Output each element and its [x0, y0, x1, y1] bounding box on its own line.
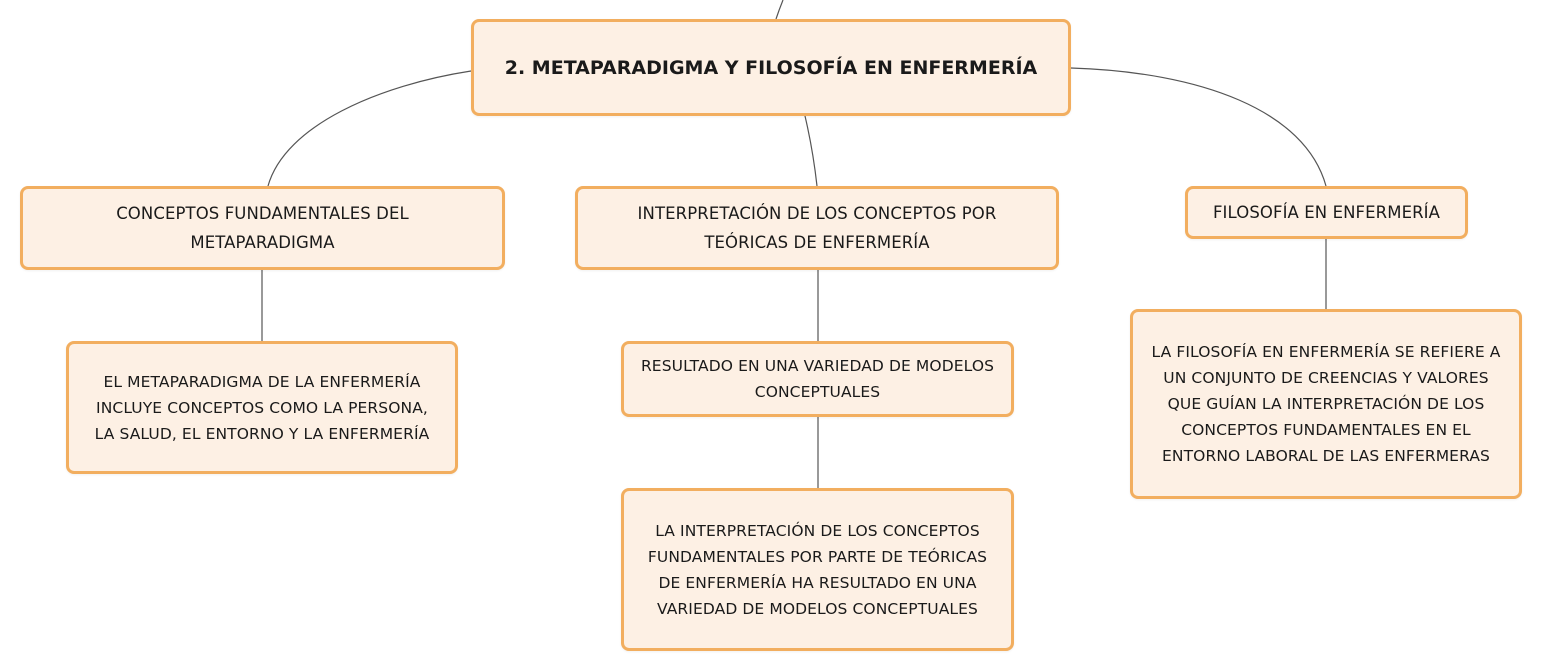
node-text — [1213, 200, 1440, 226]
node-text-line: RESULTADO EN UNA VARIEDAD DE MODELOS — [640, 357, 995, 375]
connector-root-to-filosofia — [1071, 68, 1326, 186]
node-interpretacion-detalle[interactable] — [621, 488, 1014, 651]
node-text-line: LA INTERPRETACIÓN DE LOS CONCEPTOS — [655, 521, 980, 540]
connector-root-to-conceptos — [268, 71, 471, 186]
node-text-line: METAPARADIGMA — [190, 233, 335, 252]
node-metaparadigma-detalle[interactable] — [66, 341, 458, 474]
root-topic-title: 2. METAPARADIGMA Y FILOSOFÍA EN ENFERMERÍA — [504, 56, 1038, 79]
node-text-line: CONCEPTUALES — [754, 383, 881, 401]
node-text-line: VARIEDAD DE MODELOS CONCEPTUALES — [657, 599, 978, 618]
node-text-line: LA SALUD, EL ENTORNO Y LA ENFERMERÍA — [94, 424, 430, 443]
node-text-line: QUE GUÍAN LA INTERPRETACIÓN DE LOS — [1167, 395, 1485, 413]
node-text — [116, 199, 409, 257]
node-text-line: INCLUYE CONCEPTOS COMO LA PERSONA, — [96, 398, 428, 417]
node-filosofia-enfermeria[interactable] — [1185, 186, 1468, 239]
node-text — [95, 369, 430, 447]
node-text-line: FILOSOFÍA EN ENFERMERÍA — [1212, 202, 1441, 222]
connector-root-to-interpretacion — [805, 116, 817, 186]
node-text — [648, 518, 987, 622]
node-text-line: TEÓRICAS DE ENFERMERÍA — [704, 233, 930, 252]
node-conceptos-fundamentales[interactable] — [20, 186, 505, 270]
node-filosofia-definicion[interactable] — [1130, 309, 1522, 499]
node-resultado-modelos[interactable] — [621, 341, 1014, 417]
node-text-line: CONCEPTOS FUNDAMENTALES EN EL — [1181, 421, 1471, 439]
node-text-line: INTERPRETACIÓN DE LOS CONCEPTOS POR — [637, 204, 997, 223]
node-text — [638, 199, 997, 257]
node-text-line: FUNDAMENTALES POR PARTE DE TEÓRICAS — [647, 547, 988, 566]
node-text-line: LA FILOSOFÍA EN ENFERMERÍA SE REFIERE A — [1151, 343, 1501, 361]
node-text-line: CONCEPTOS FUNDAMENTALES DEL — [116, 204, 409, 223]
node-text-line: EL METAPARADIGMA DE LA ENFERMERÍA — [103, 372, 421, 391]
root-topic-node[interactable] — [471, 19, 1071, 116]
node-text — [1152, 339, 1501, 469]
node-text-line: UN CONJUNTO DE CREENCIAS Y VALORES — [1163, 369, 1489, 387]
connector-incoming-top — [776, 0, 783, 19]
node-text-line: ENTORNO LABORAL DE LAS ENFERMERAS — [1162, 447, 1490, 465]
node-interpretacion-conceptos[interactable] — [575, 186, 1059, 270]
node-text — [641, 353, 994, 405]
node-text-line: DE ENFERMERÍA HA RESULTADO EN UNA — [658, 573, 977, 592]
